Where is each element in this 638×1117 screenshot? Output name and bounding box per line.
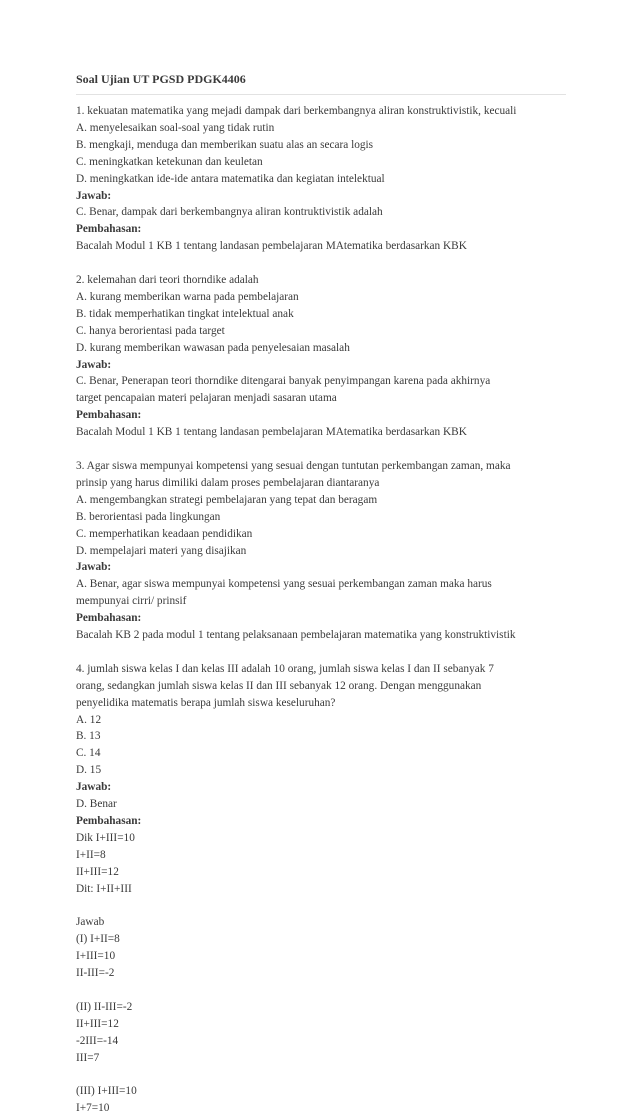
text-line: B. 13	[76, 730, 101, 743]
document-page	[76, 70, 566, 1117]
text-line: mempunyai cirri/ prinsif	[76, 595, 187, 608]
section-label: Jawab:	[76, 781, 112, 794]
section-label: Jawab:	[76, 189, 112, 202]
section-label: Jawab:	[76, 561, 112, 574]
text-line: (I) I+II=8	[76, 933, 120, 946]
text-line: (III) I+III=10	[76, 1085, 137, 1098]
text-line: B. mengkaji, menduga dan memberikan suatu alas an secara logis	[76, 138, 374, 151]
text-line: C. Benar, Penerapan teori thorndike ditengarai banyak penyimpangan karena pada akhirnya	[76, 375, 491, 388]
text-line: D. meningkatkan ide-ide antara matematika dan kegiatan intelektual	[76, 172, 385, 185]
section-label: Pembahasan:	[76, 612, 142, 625]
text-line: 1. kekuatan matematika yang mejadi dampak dari berkembangnya aliran konstruktivistik, kecuali	[76, 105, 517, 117]
blank-line	[76, 982, 566, 999]
blank-line	[76, 255, 566, 272]
blank-line	[76, 898, 566, 915]
text-line: A. Benar, agar siswa mempunyai kompetensi yang sesuai perkembangan zaman maka harus	[76, 578, 492, 591]
text-line: II+III=12	[76, 1017, 119, 1030]
text-line: A. menyelesaikan soal-soal yang tidak rutin	[76, 121, 275, 134]
text-line: -2III=-14	[76, 1034, 119, 1047]
text-line: 4. jumlah siswa kelas I dan kelas III adalah 10 orang, jumlah siswa kelas I dan II sebanyak 7	[76, 662, 494, 675]
text-line: penyelidika matematis berapa jumlah siswa keseluruhan?	[76, 696, 336, 709]
text-line: A. kurang memberikan warna pada pembelajaran	[76, 290, 299, 303]
text-line: A. mengembangkan strategi pembelajaran yang tepat dan beragam	[76, 493, 378, 506]
text-line: D. kurang memberikan wawasan pada penyelesaian masalah	[76, 341, 350, 354]
section-label: Pembahasan:	[76, 409, 142, 422]
text-line: Bacalah Modul 1 KB 1 tentang landasan pembelajaran MAtematika berdasarkan KBK	[76, 426, 467, 439]
text-line: I+II=8	[76, 848, 106, 861]
text-line: orang, sedangkan jumlah siswa kelas II dan III sebanyak 12 orang. Dengan menggunakan	[76, 679, 482, 692]
text-line: C. meningkatkan ketekunan dan keuletan	[76, 155, 263, 168]
text-line: 2. kelemahan dari teori thorndike adalah	[76, 274, 259, 287]
text-line: Bacalah KB 2 pada modul 1 tentang pelaksanaan pembelajaran matematika yang konstruktivistik	[76, 629, 516, 642]
section-label: Pembahasan:	[76, 223, 142, 236]
blank-line	[76, 644, 566, 661]
text-line: (II) II-III=-2	[76, 1000, 133, 1013]
section-label: Jawab:	[76, 358, 112, 371]
document-title: Soal Ujian UT PGSD PDGK4406	[76, 70, 566, 95]
text-line: Jawab	[76, 916, 105, 929]
text-line: II+III=12	[76, 865, 119, 878]
text-line: C. hanya berorientasi pada target	[76, 324, 225, 337]
text-line: C. memperhatikan keadaan pendidikan	[76, 527, 253, 540]
text-line: target pencapaian materi pelajaran menjadi sasaran utama	[76, 392, 337, 405]
text-line: D. Benar	[76, 798, 117, 811]
text-line: Dit: I+II+III	[76, 882, 132, 895]
blank-line	[76, 441, 566, 458]
text-line: I+III=10	[76, 950, 116, 963]
section-label: Pembahasan:	[76, 815, 142, 828]
blank-line	[76, 1067, 566, 1084]
text-line: prinsip yang harus dimiliki dalam proses pembelajaran diantaranya	[76, 476, 380, 489]
text-line: I+7=10	[76, 1102, 110, 1115]
text-line: B. berorientasi pada lingkungan	[76, 510, 221, 523]
text-line: Dik I+III=10	[76, 831, 135, 844]
text-line: D. 15	[76, 764, 102, 777]
text-line: Bacalah Modul 1 KB 1 tentang landasan pembelajaran MAtematika berdasarkan KBK	[76, 240, 467, 253]
text-line: C. Benar, dampak dari berkembangnya aliran kontruktivistik adalah	[76, 206, 383, 219]
text-line: D. mempelajari materi yang disajikan	[76, 544, 247, 557]
document-body	[76, 103, 566, 1117]
text-line: C. 14	[76, 747, 101, 760]
text-line: B. tidak memperhatikan tingkat intelektual anak	[76, 307, 294, 320]
text-line: A. 12	[76, 713, 102, 726]
text-line: 3. Agar siswa mempunyai kompetensi yang sesuai dengan tuntutan perkembangan zaman, maka	[76, 460, 511, 472]
text-line: III=7	[76, 1051, 100, 1064]
text-line: II-III=-2	[76, 967, 115, 980]
